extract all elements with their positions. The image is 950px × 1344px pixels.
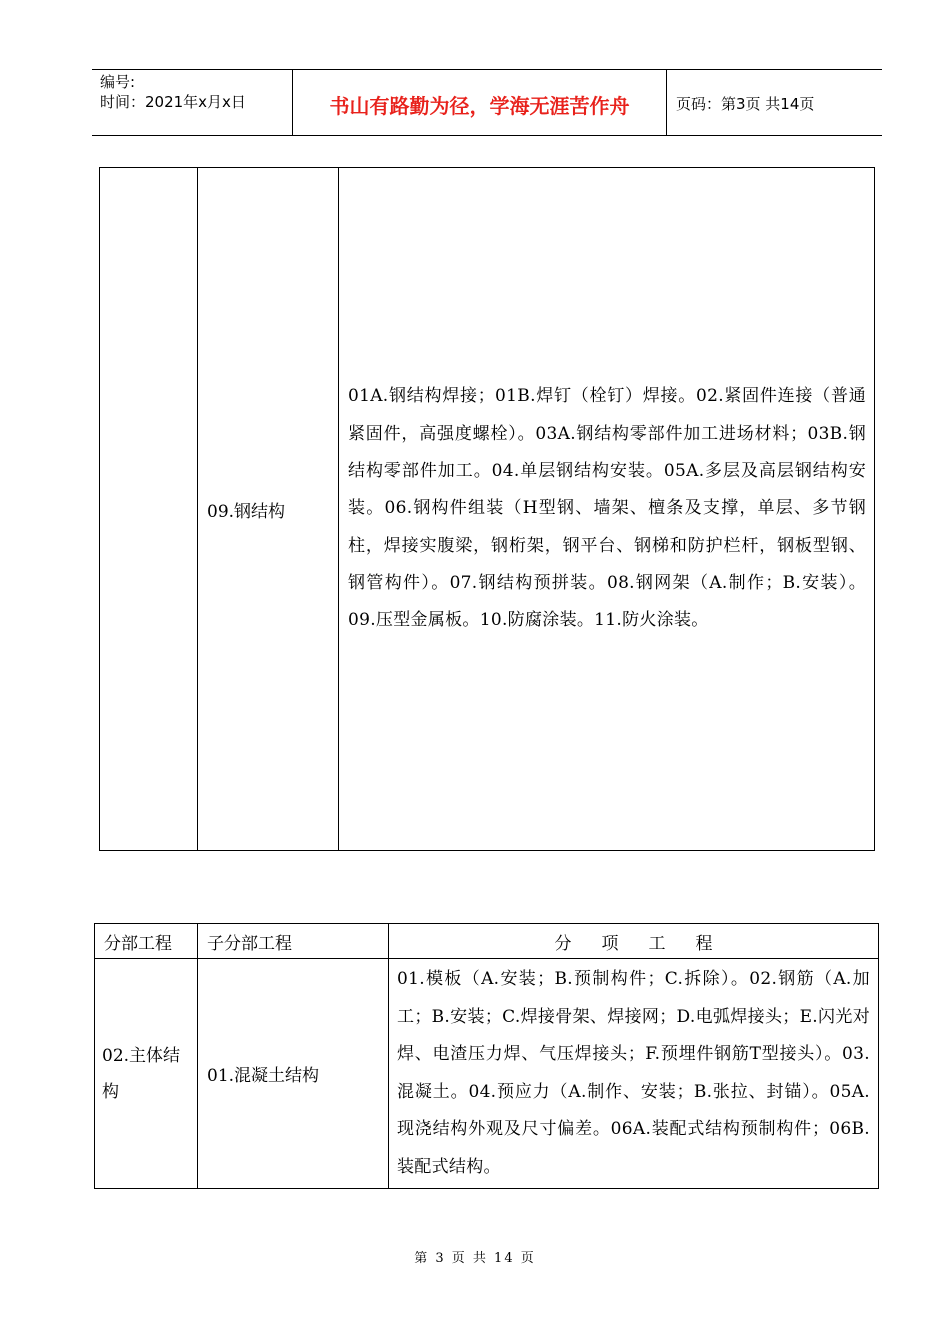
header-meta xyxy=(100,72,246,112)
items-cell xyxy=(389,959,879,1189)
header-division: 分部工程 xyxy=(95,924,198,959)
items-cell xyxy=(339,168,875,851)
division-text: 02.主体结构 xyxy=(102,1045,181,1102)
main-structure-table xyxy=(94,923,879,1189)
header-items-text: 分项工程 xyxy=(554,933,743,954)
header-items xyxy=(389,924,879,959)
table-header-row xyxy=(95,924,879,959)
header-divider-2 xyxy=(666,69,667,136)
items-text: 01A.钢结构焊接；01B.焊钉（栓钉）焊接。02.紧固件连接（普通紧固件，高强度螺栓）。03A.钢结构零部件加工进场材料；03B.钢结构零部件加工。04.单层钢结构安装。05A.多层及高层钢结构安装。06.钢构件组装（H型钢、墙架、檀条及支撑，单层、多节钢柱，焊接实腹梁，钢桁架，钢平台、钢梯和防护栏杆，钢板型钢、钢管构件）。07.钢结构预拼装。08.钢网架（A.制作；B.安装）。09.压型金属板。10.防腐涂装。11.防火涂装。 xyxy=(348,386,866,631)
division-cell xyxy=(100,168,198,851)
subdivision-cell: 09.钢结构 xyxy=(198,168,339,851)
table-row xyxy=(100,168,875,851)
code-label: 编号: xyxy=(100,73,136,91)
header-motto: 书山有路勤为径，学海无涯苦作舟 xyxy=(329,94,630,118)
header-page-number: 页码：第3页 共14页 xyxy=(676,95,815,113)
footer-page-number: 第 3 页 共 14 页 xyxy=(414,1251,536,1266)
header-bottom-rule xyxy=(92,135,882,136)
items-text: 01.模板（A.安装；B.预制构件；C.拆除）。02.钢筋（A.加工；B.安装；C.焊接骨架、焊接网；D.电弧焊接头；E.闪光对焊、电渣压力焊、气压焊接头；F.预埋件钢筋T型接头）。03.混凝土。04.预应力（A.制作、安装；B.张拉、封锚）。05A.现浇结构外观及尺寸偏差。06A.装配式结构预制构件；06B.装配式结构。 xyxy=(397,969,870,1177)
header-top-rule xyxy=(92,69,882,70)
division-cell xyxy=(95,959,198,1189)
steel-structure-table xyxy=(99,167,875,851)
subdivision-cell: 01.混凝土结构 xyxy=(198,959,389,1189)
time-label: 时间：2021年x月x日 xyxy=(100,93,246,111)
table-row xyxy=(95,959,879,1189)
header-subdivision: 子分部工程 xyxy=(198,924,389,959)
